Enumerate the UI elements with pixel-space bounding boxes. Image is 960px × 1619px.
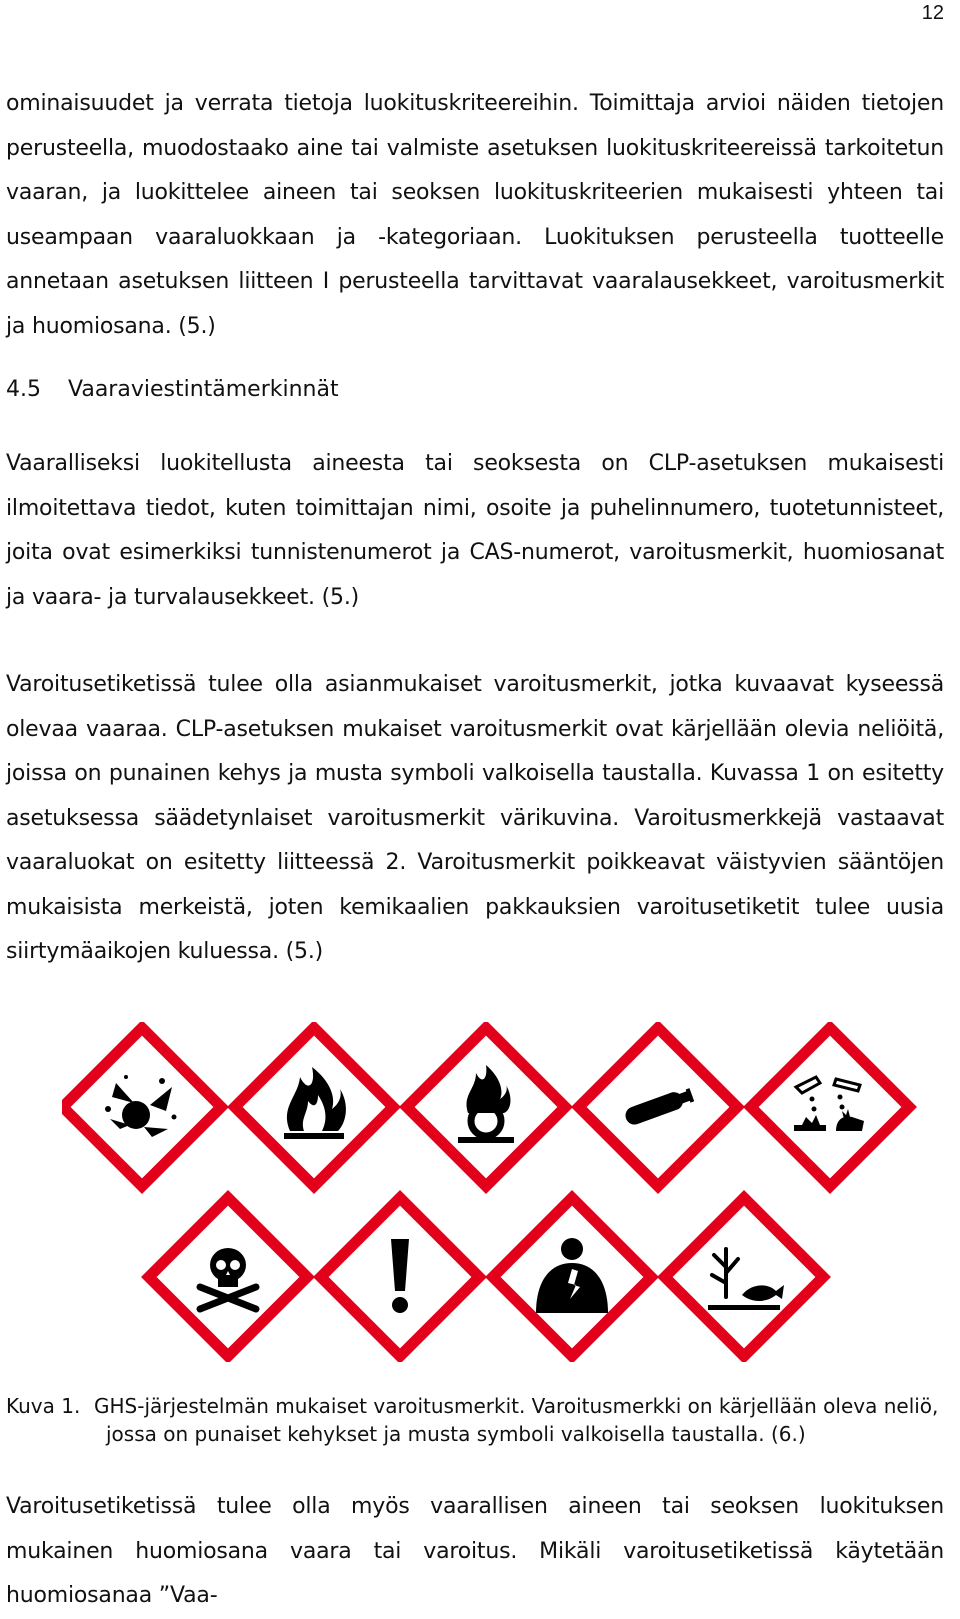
- health-hazard-icon: [493, 1198, 651, 1356]
- flame-over-circle-icon: [407, 1028, 565, 1186]
- caption-label: Kuva 1.: [6, 1394, 81, 1418]
- gas-cylinder-icon: [579, 1028, 737, 1186]
- corrosion-icon: [751, 1028, 909, 1186]
- section-title: Vaaraviestintämerkinnät: [68, 377, 339, 402]
- paragraph-2: Vaaralliseksi luokitellusta aineesta tai seoksesta on CLP-asetuksen mukaisesti ilmoitettava tiedot, kuten toimittajan nimi, osoite ja puhelinnumero, tuotetunnisteet, joita ovat esimerkiksi tunnistenumerot ja CAS-numerot, varoitusmerkit, huomiosanat ja vaara- ja turvalausekkeet. (5.): [6, 451, 944, 610]
- environment-icon: [665, 1198, 823, 1356]
- caption-line-1: GHS-järjestelmän mukaiset varoitusmerkit. Varoitusmerkki on kärjellään oleva neliö,: [94, 1394, 939, 1418]
- paragraph-3: Varoitusetiketissä tulee olla asianmukaiset varoitusmerkit, jotka kuvaavat kyseessä olevaa vaaraa. CLP-asetuksen mukaiset varoitusmerkit ovat kärjellään olevia neliöitä, joissa on punainen kehys ja musta symboli valkoisella taustalla. Kuvassa 1 on esitetty asetuksessa säädetynlaiset varoitusmerkit värikuvina. Varoitusmerkkejä vastaavat vaaraluokat on esitetty liitteessä 2. Varoitusmerkit poikkeavat väistyvien sääntöjen mukaisista merkeistä, joten kemikaalien pakkauksien varoitusetiketit tulee uusia siirtymäaikojen kuluessa. (5.): [6, 672, 944, 964]
- page-number: 12: [921, 2, 944, 24]
- ghs-pictograms-figure: [62, 1022, 922, 1362]
- paragraph-1-container: [6, 82, 944, 349]
- exploding-bomb-icon: [63, 1028, 221, 1186]
- skull-crossbones-icon: [149, 1198, 307, 1356]
- paragraph-2-container: [6, 442, 944, 620]
- section-number: 4.5: [6, 377, 41, 402]
- exclamation-mark-icon: [321, 1198, 479, 1356]
- paragraph-4-container: [6, 1485, 944, 1619]
- caption-line-2: jossa on punaiset kehykset ja musta symboli valkoisella taustalla. (6.): [106, 1422, 806, 1446]
- paragraph-1: ominaisuudet ja verrata tietoja luokituskriteereihin. Toimittaja arvioi näiden tietojen perusteella, muodostaako aine tai valmiste asetuksen luokituskriteereissä tarkoitetun vaaran, ja luokittelee aineen tai seoksen luokituskriteerien mukaisesti yhteen tai useampaan vaaraluokkaan ja -kategoriaan. Luokituksen perusteella tuotteelle annetaan asetuksen liitteen I perusteella tarvittavat vaaralausekkeet, varoitusmerkit ja huomiosana. (5.): [6, 91, 944, 339]
- flame-icon: [235, 1028, 393, 1186]
- figure-caption: [6, 1392, 944, 1448]
- paragraph-3-container: [6, 663, 944, 975]
- paragraph-4: Varoitusetiketissä tulee olla myös vaarallisen aineen tai seoksen luokituksen mukainen huomiosana vaara tai varoitus. Mikäli varoitusetiketissä käytetään huomiosanaa ”Vaa-: [6, 1494, 944, 1608]
- section-heading: [6, 372, 339, 408]
